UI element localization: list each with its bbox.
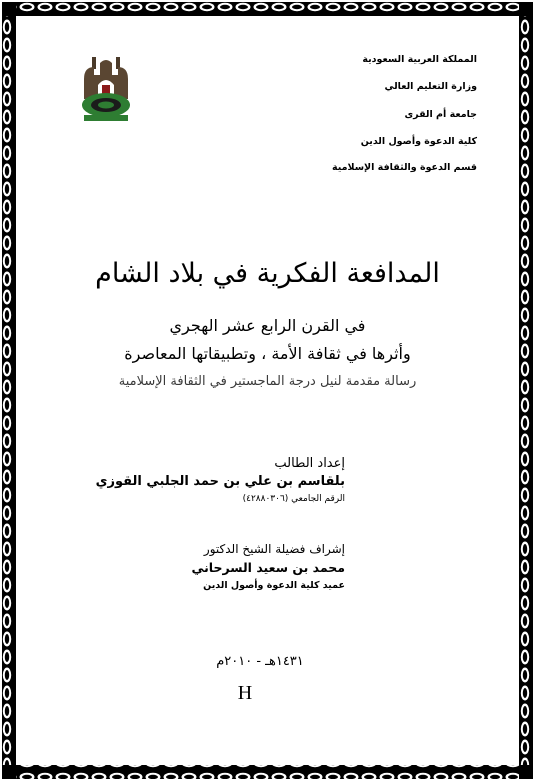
department-name: قسم الدعوة والثقافة الإسلامية: [331, 162, 477, 173]
ministry-name: وزارة التعليم العالي: [384, 81, 477, 92]
footer-mark: H: [237, 682, 253, 704]
college-name: كلية الدعوة وأصول الدين: [360, 136, 477, 147]
thesis-degree-statement: رسالة مقدمة لنيل درجة الماجستير في الثقافة الإسلامية: [118, 374, 417, 389]
student-id: الرقم الجامعي (٤٢٨٨٠٣٠٦): [242, 494, 345, 504]
thesis-title: المدافعة الفكرية في بلاد الشام: [95, 258, 440, 289]
thesis-subtitle-century: في القرن الرابع عشر الهجري: [169, 316, 366, 335]
supervisor-title: عميد كلية الدعوة وأصول الدين: [203, 580, 345, 591]
university-emblem-icon: [78, 55, 134, 123]
student-name: بلقاسم بن علي بن حمد الجلبي القوزي: [95, 474, 345, 489]
kingdom-name: المملكة العربية السعودية: [362, 54, 477, 65]
supervisor-name: محمد بن سعيد السرحاني: [191, 560, 345, 575]
submission-date: ١٤٣١هـ - ٢٠١٠م: [216, 654, 304, 669]
supervisor-label: إشراف فضيلة الشيخ الدكتور: [203, 542, 345, 556]
prepared-by-label: إعداد الطالب: [274, 456, 345, 471]
thesis-subtitle-impact: وأثرها في ثقافة الأمة ، وتطبيقاتها المعاصرة: [124, 344, 411, 363]
university-name: جامعة أم القرى: [404, 109, 477, 120]
